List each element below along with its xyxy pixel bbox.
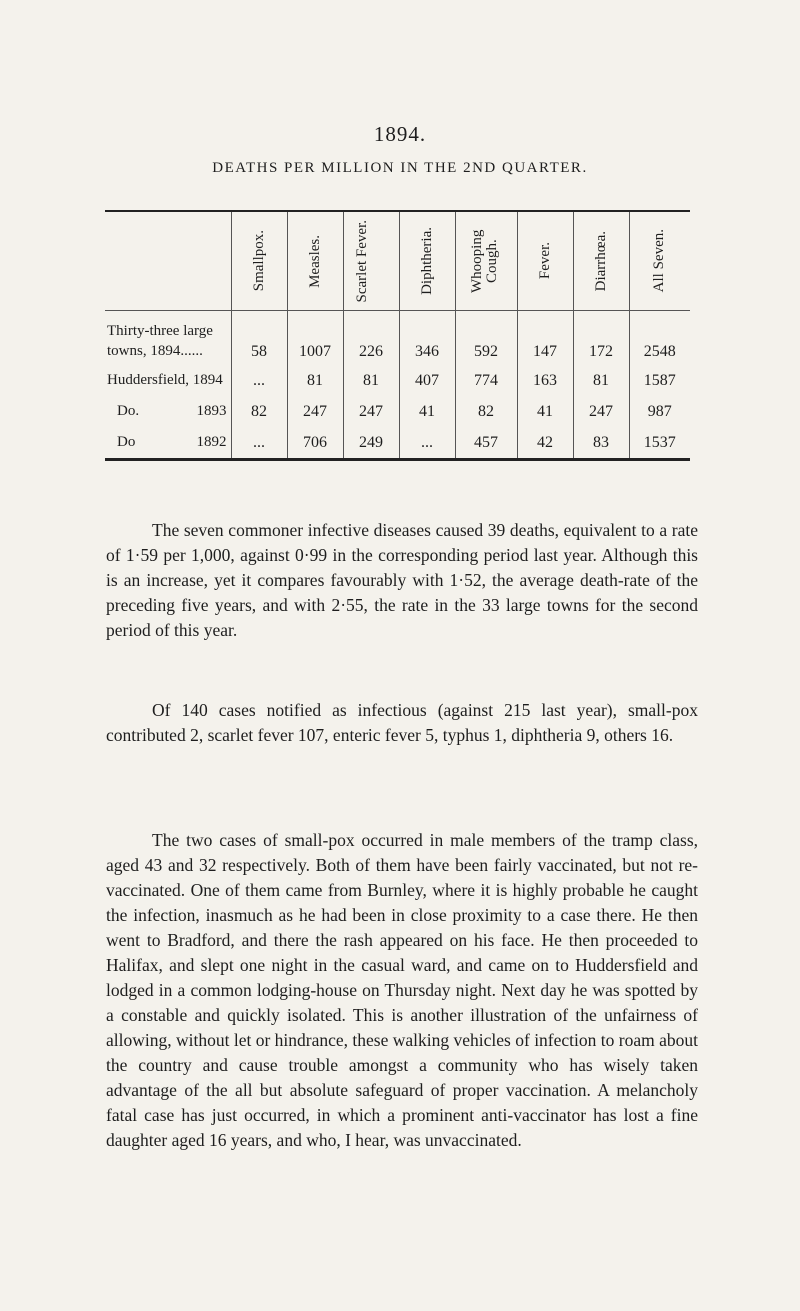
row-label: Do. 1893 xyxy=(117,403,227,419)
paragraph-rate-summary: The seven commoner infective diseases caused 39 deaths, equivalent to a rate of 1·59 per 1,000, against 0·99 in the corresponding period last year. Although this is an increase, yet it compares favourably with 1·52, the average death-rate of the preceding five years, and with 2·55, the rate in the 33 large towns for the second period of this year. xyxy=(106,520,698,640)
header-blank xyxy=(105,212,231,311)
page-year: 1894. xyxy=(373,122,427,146)
cell: 41 xyxy=(517,396,573,427)
col-scarlet-fever: Scarlet Fever. xyxy=(343,212,399,311)
col-diarrhoea: Diarrhœa. xyxy=(573,212,629,311)
row-label: Thirty-three large towns, 1894...... xyxy=(107,323,213,359)
row-label: Do 1892 xyxy=(117,434,227,450)
cell: 2548 xyxy=(629,311,690,366)
table-row xyxy=(105,311,690,366)
cell: 83 xyxy=(573,427,629,458)
col-measles: Measles. xyxy=(287,212,343,311)
cell: 42 xyxy=(517,427,573,458)
cell: 58 xyxy=(231,311,287,366)
cell: 247 xyxy=(343,396,399,427)
cell: 163 xyxy=(517,365,573,396)
table-header-row xyxy=(105,212,690,311)
paragraph-smallpox-cases: The two cases of small-pox occurred in male members of the tramp class, aged 43 and 32 respectively. Both of them have been fairly vaccinated, but not re-vaccinated. One of them came from Burnley, where it is highly probable he caught the infection, inasmuch as he had been in close proximity to a case there. He then went to Bradford, and there the rash appeared on his face. He then proceeded to Halifax, and slept one night in the casual ward, and came on to Huddersfield and lodged in a common lodging-house on Thursday night. Next day he was spotted by a constable and quickly isolated. This is another illustration of the unfairness of allowing, without let or hindrance, these walking vehicles of infection to roam about the country and cause trouble amongst a community who has wisely taken advantage of the all but absolute safeguard of proper vaccination. A melancholy fatal case has just occurred, in which a prominent anti-vaccinator has lost a fine daughter aged 16 years, and who, I hear, was unvaccinated. xyxy=(106,830,698,1150)
cell: 247 xyxy=(573,396,629,427)
cell: 407 xyxy=(399,365,455,396)
cell: 41 xyxy=(399,396,455,427)
cell: 1007 xyxy=(287,311,343,366)
cell: 147 xyxy=(517,311,573,366)
cell: ... xyxy=(231,427,287,458)
cell: ... xyxy=(231,365,287,396)
cell: 81 xyxy=(573,365,629,396)
cell: 346 xyxy=(399,311,455,366)
col-diphtheria: Diphtheria. xyxy=(399,212,455,311)
cell: 592 xyxy=(455,311,517,366)
cell: 81 xyxy=(343,365,399,396)
col-smallpox: Smallpox. xyxy=(231,212,287,311)
cell: 82 xyxy=(231,396,287,427)
table-row xyxy=(105,365,690,396)
cell: 1587 xyxy=(629,365,690,396)
cell: 774 xyxy=(455,365,517,396)
paragraph-notified-cases: Of 140 cases notified as infectious (against 215 last year), small-pox contributed 2, scarlet fever 107, enteric fever 5, typhus 1, diphtheria 9, others 16. xyxy=(106,700,698,745)
col-whooping-cough: Whooping Cough. xyxy=(455,212,517,311)
cell: 172 xyxy=(573,311,629,366)
cell: 226 xyxy=(343,311,399,366)
cell: 987 xyxy=(629,396,690,427)
table-title: DEATHS PER MILLION IN THE 2ND QUARTER. xyxy=(212,160,588,176)
cell: 247 xyxy=(287,396,343,427)
cell: 457 xyxy=(455,427,517,458)
cell: 81 xyxy=(287,365,343,396)
cell: 249 xyxy=(343,427,399,458)
cell: 706 xyxy=(287,427,343,458)
row-label: Huddersfield, 1894 xyxy=(107,372,223,388)
table-row xyxy=(105,396,690,427)
deaths-table xyxy=(105,210,690,461)
cell: 82 xyxy=(455,396,517,427)
col-all-seven: All Seven. xyxy=(629,212,690,311)
cell: ... xyxy=(399,427,455,458)
table-row xyxy=(105,427,690,458)
col-fever: Fever. xyxy=(517,212,573,311)
cell: 1537 xyxy=(629,427,690,458)
